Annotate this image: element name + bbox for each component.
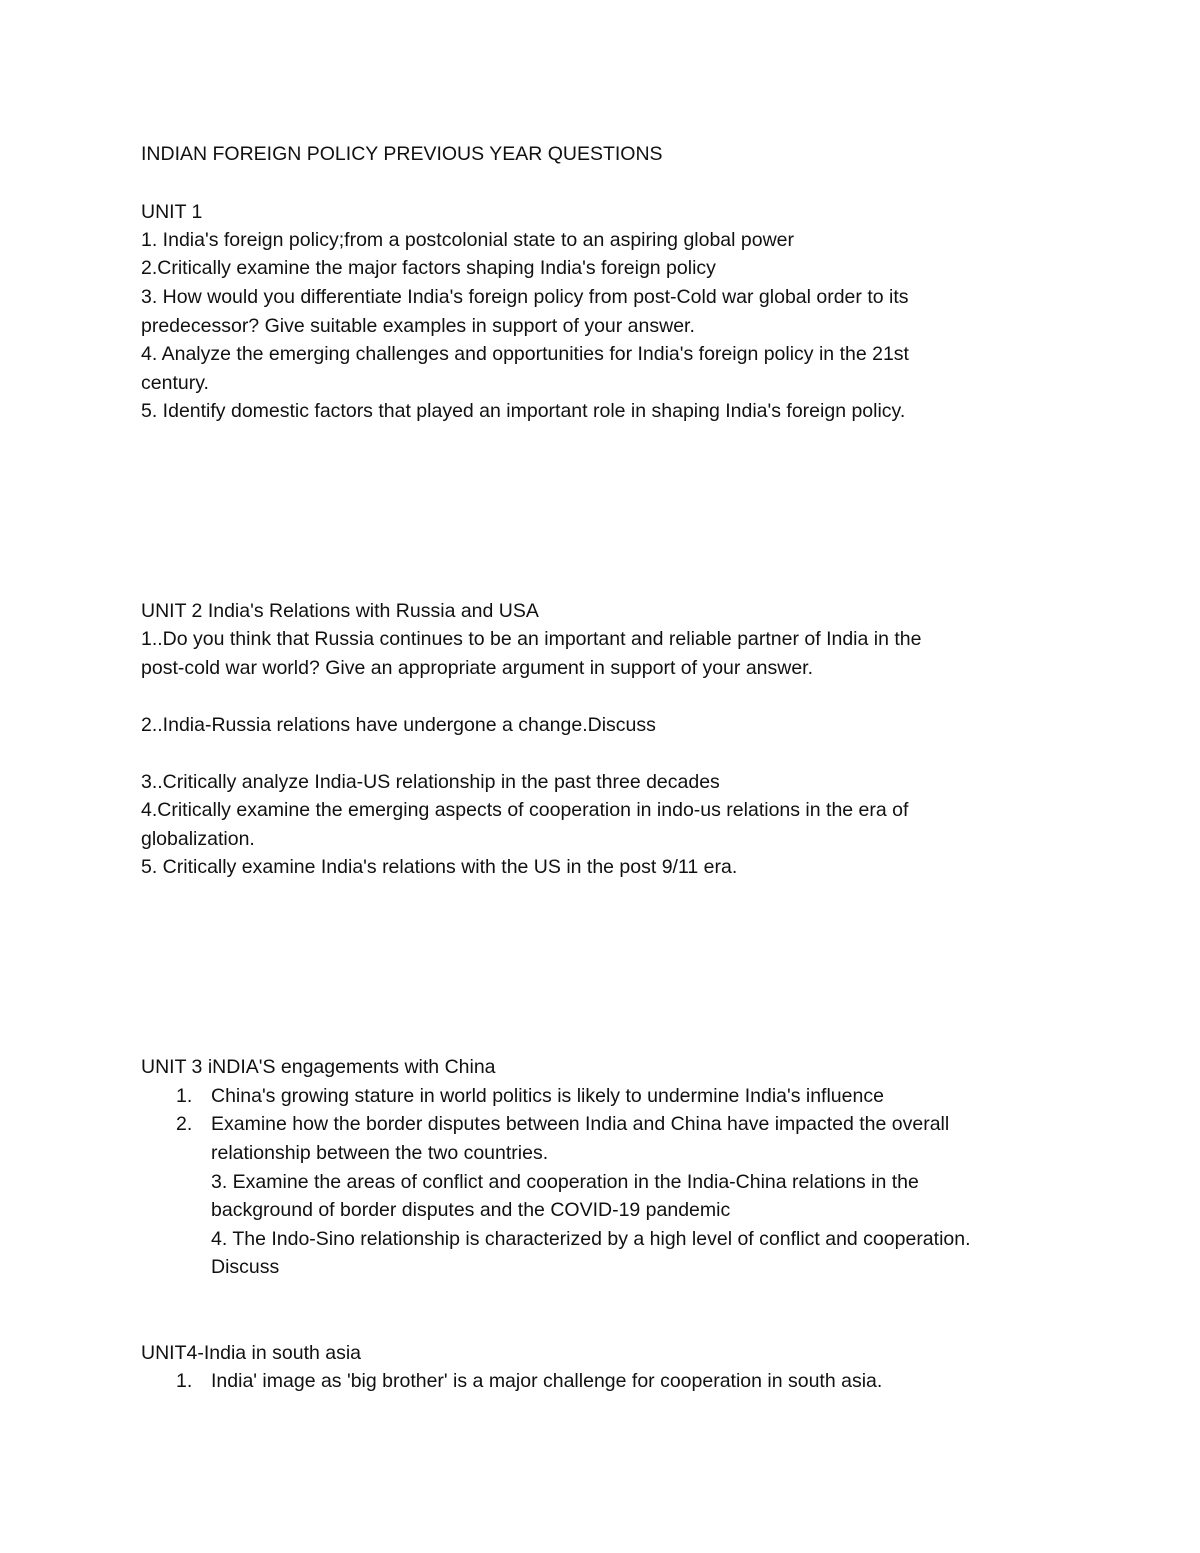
unit2-line: 4.Critically examine the emerging aspects of cooperation in indo-us relations in the era of: [141, 799, 909, 821]
unit1-heading: UNIT 1: [141, 201, 203, 223]
unit1-line: 1. India's foreign policy;from a postcolonial state to an aspiring global power: [141, 229, 795, 251]
unit1-line: century.: [141, 372, 209, 394]
document-title: INDIAN FOREIGN POLICY PREVIOUS YEAR QUESTIONS: [141, 143, 663, 165]
list-item-continued: background of border disputes and the COVID-19 pandemic: [211, 1199, 731, 1221]
unit1-line: predecessor? Give suitable examples in support of your answer.: [141, 315, 695, 337]
unit2-line: 3..Critically analyze India-US relationship in the past three decades: [141, 771, 720, 793]
unit2-heading: UNIT 2 India's Relations with Russia and USA: [141, 600, 539, 622]
unit2-line: 2..India-Russia relations have undergone a change.Discuss: [141, 714, 656, 736]
list-item-continued: relationship between the two countries.: [211, 1142, 549, 1164]
unit2-line: globalization.: [141, 828, 255, 850]
list-number: 1.: [176, 1085, 193, 1107]
list-item: China's growing stature in world politics is likely to undermine India's influence: [211, 1085, 884, 1107]
list-item: India' image as 'big brother' is a major challenge for cooperation in south asia.: [211, 1370, 883, 1392]
list-item-continued: 3. Examine the areas of conflict and cooperation in the India-China relations in the: [211, 1171, 919, 1193]
unit2-line: 1..Do you think that Russia continues to be an important and reliable partner of India in the: [141, 628, 922, 650]
list-item: Examine how the border disputes between India and China have impacted the overall: [211, 1113, 950, 1135]
unit4-heading: UNIT4-India in south asia: [141, 1342, 362, 1364]
unit2-line: 5. Critically examine India's relations with the US in the post 9/11 era.: [141, 856, 738, 878]
unit1-line: 5. Identify domestic factors that played an important role in shaping India's foreign policy.: [141, 400, 906, 422]
unit1-line: 3. How would you differentiate India's foreign policy from post-Cold war global order to its: [141, 286, 909, 308]
unit2-line: post-cold war world? Give an appropriate argument in support of your answer.: [141, 657, 814, 679]
unit1-line: 4. Analyze the emerging challenges and opportunities for India's foreign policy in the 21st: [141, 343, 909, 365]
list-item-continued: 4. The Indo-Sino relationship is characterized by a high level of conflict and cooperation.: [211, 1228, 971, 1250]
unit1-line: 2.Critically examine the major factors shaping India's foreign policy: [141, 257, 716, 279]
list-number: 2.: [176, 1113, 193, 1135]
list-number: 1.: [176, 1370, 193, 1392]
list-item-continued: Discuss: [211, 1256, 280, 1278]
unit3-heading: UNIT 3 iNDIA'S engagements with China: [141, 1056, 496, 1078]
